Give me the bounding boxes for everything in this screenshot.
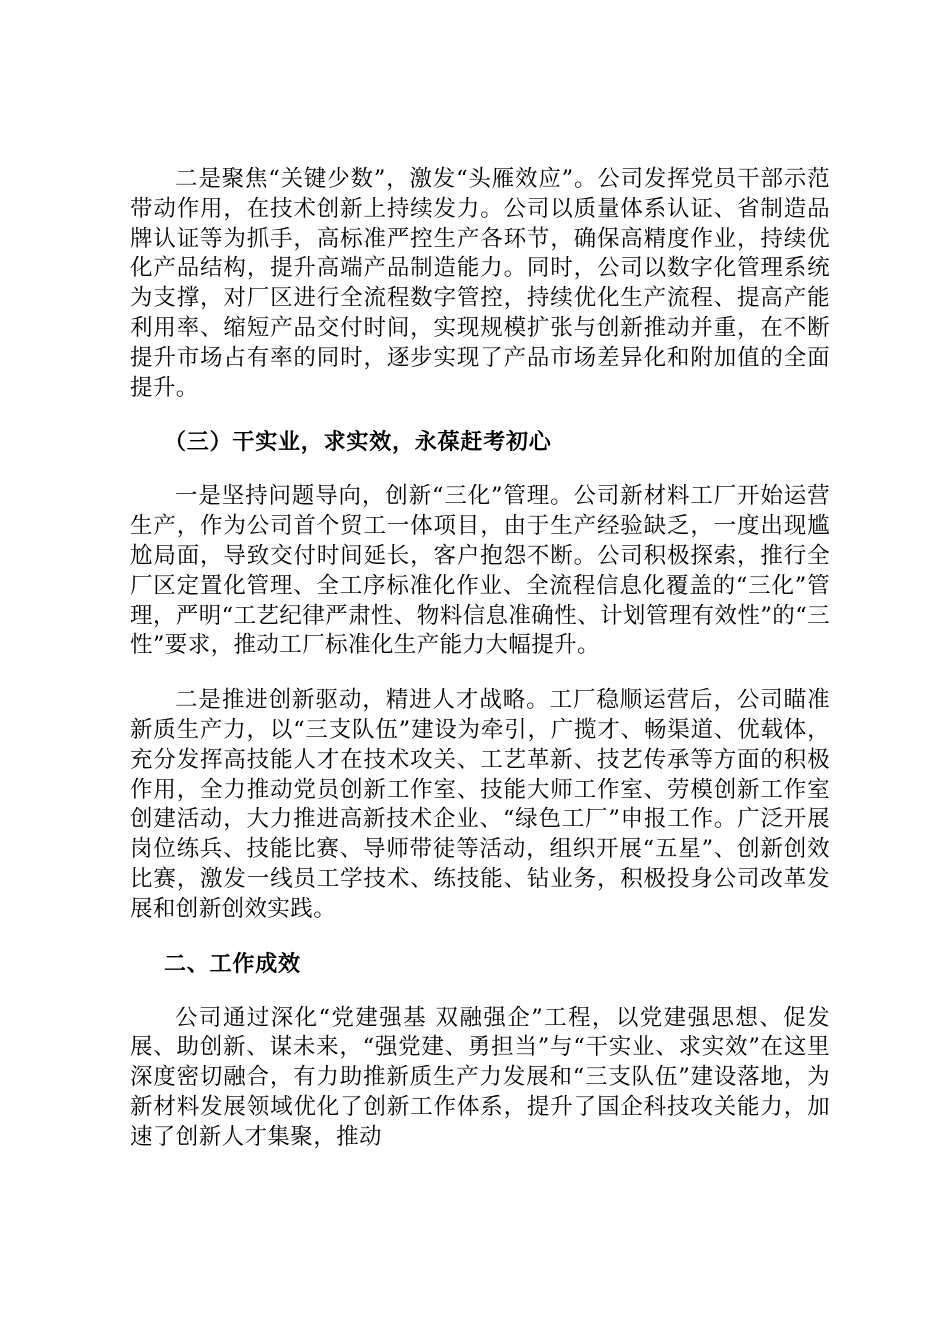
document-page — [130, 165, 830, 1178]
section-heading-work-results: 二、工作成效 — [164, 951, 301, 977]
paragraph-talent-strategy: 二是推进创新驱动，精进人才战略。工厂稳顺运营后，公司瞄准新质生产力，以“三支队伍”建设为牵引，广揽才、畅渠道、优载体，充分发挥高技能人才在技术攻关、工艺革新、技艺传承等方面的积极作用，全力推动党员创新工作室、技能大师工作室、劳模创新工作室创建活动，大力推进高新技术企业、“绿色工厂”申报工作。广泛开展岗位练兵、技能比赛、导师带徒等活动，组织开展“五星”、创新创效比赛，激发一线员工学技术、练技能、钻业务，积极投身公司改革发展和创新创效实践。 — [130, 687, 830, 922]
paragraph-three-modernizations: 一是坚持问题导向，创新“三化”管理。公司新材料工厂开始运营生产，作为公司首个贸工一体项目，由于生产经验缺乏，一度出现尴尬局面，导致交付时间延长，客户抱怨不断。公司积极探索，推行全厂区定置化管理、全工序标准化作业、全流程信息化覆盖的“三化”管理，严明“工艺纪律严肃性、物料信息准确性、计划管理有效性”的“三性”要求，推动工厂标准化生产能力大幅提升。 — [130, 483, 830, 659]
section-heading-practical-results: （三）干实业，求实效，永葆赶考初心 — [164, 430, 552, 456]
paragraph-leading-geese: 二是聚焦“关键少数”，激发“头雁效应”。公司发挥党员干部示范带动作用，在技术创新上持续发力。公司以质量体系认证、省制造品牌认证等为抓手，高标准严控生产各环节，确保高精度作业，持续优化产品结构，提升高端产品制造能力。同时，公司以数字化管理系统为支撑，对厂区进行全流程数字管控，持续优化生产流程、提高产能利用率、缩短产品交付时间，实现规模扩张与创新推动并重，在不断提升市场占有率的同时，逐步实现了产品市场差异化和附加值的全面提升。 — [130, 166, 830, 401]
paragraph-work-results: 公司通过深化“党建强基 双融强企”工程，以党建强思想、促发展、助创新、谋未来，“强党建、勇担当”与“干实业、求实效”在这里深度密切融合，有力助推新质生产力发展和“三支队伍”建设落地，为新材料发展领域优化了创新工作体系，提升了国企科技攻关能力，加速了创新人才集聚，推动 — [130, 1004, 830, 1150]
